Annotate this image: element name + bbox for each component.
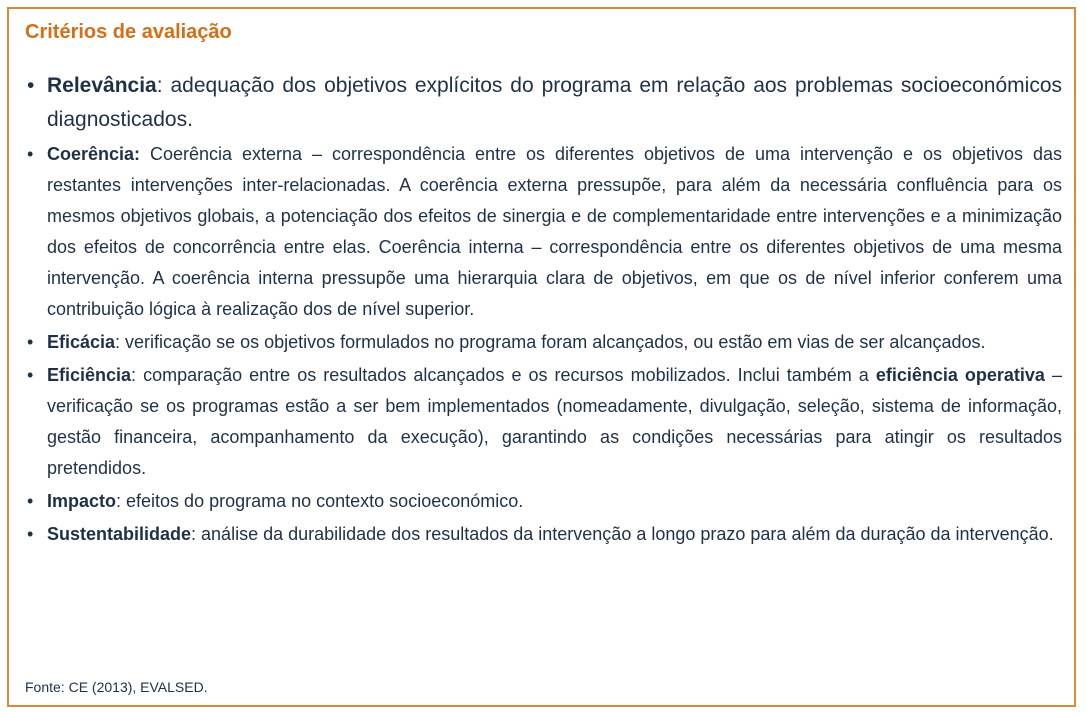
criterion-text: : efeitos do programa no contexto socioeconómico. [116, 491, 524, 511]
bullet-icon: • [27, 491, 34, 511]
bullet-icon: • [27, 524, 34, 544]
list-item-relevancia [25, 69, 1062, 137]
criterion-term: Eficácia [47, 332, 116, 352]
criterion-text: : comparação entre os resultados alcançados e os recursos mobilizados. Inclui também a [131, 365, 876, 385]
criterion-text: : análise da durabilidade dos resultados da intervenção a longo prazo para além da duração da intervenção. [191, 524, 1054, 544]
criterion-text-secondary: – verificação se os programas estão a ser bem implementados (nomeadamente, divulgação, seleção, sistema de informação, gestão financeira, acompanhamento da execução), garantindo as condições necessárias para atingir os resultados pretendidos. [47, 365, 1062, 478]
criterion-term: Coerência: [47, 144, 141, 164]
criterion-text: Coerência externa – correspondência entre os diferentes objetivos de uma intervenção e os objetivos das restantes intervenções inter-relacionadas. A coerência externa pressupõe, para além da necessária confluência para os mesmos objetivos globais, a potenciação dos efeitos de sinergia e de complementaridade entre intervenções e a minimização dos efeitos de concorrência entre elas. Coerência interna – correspondência entre os diferentes objetivos de uma mesma intervenção. A coerência interna pressupõe uma hierarquia clara de objetivos, em que os de nível inferior conferem uma contribuição lógica à realização dos de nível superior. [47, 144, 1062, 319]
list-item-coerencia [25, 139, 1062, 325]
box-title: Critérios de avaliação [25, 21, 232, 43]
list-item-sustentabilidade [25, 519, 1062, 550]
criterion-text: : adequação dos objetivos explícitos do programa em relação aos problemas socioeconómicos diagnosticados. [47, 74, 1062, 131]
list-item-eficiencia [25, 360, 1062, 484]
criterion-term: Impacto [47, 491, 117, 511]
criterion-term: Relevância [47, 74, 157, 97]
source-note: Fonte: CE (2013), EVALSED. [25, 679, 208, 695]
bullet-icon: • [27, 144, 34, 164]
criterion-term: Sustentabilidade [47, 524, 192, 544]
bullet-icon: • [27, 365, 34, 385]
criterion-term: Eficiência [47, 365, 132, 385]
criterion-text: : verificação se os objetivos formulados no programa foram alcançados, ou estão em vias de ser alcançados. [115, 332, 986, 352]
bullet-icon: • [27, 332, 34, 352]
list-item-impacto [25, 486, 1062, 517]
list-item-eficacia [25, 327, 1062, 358]
criterion-term-secondary: eficiência operativa [875, 365, 1045, 385]
bullet-icon: • [27, 74, 35, 97]
criteria-box [7, 7, 1076, 707]
criteria-list [25, 69, 1062, 552]
